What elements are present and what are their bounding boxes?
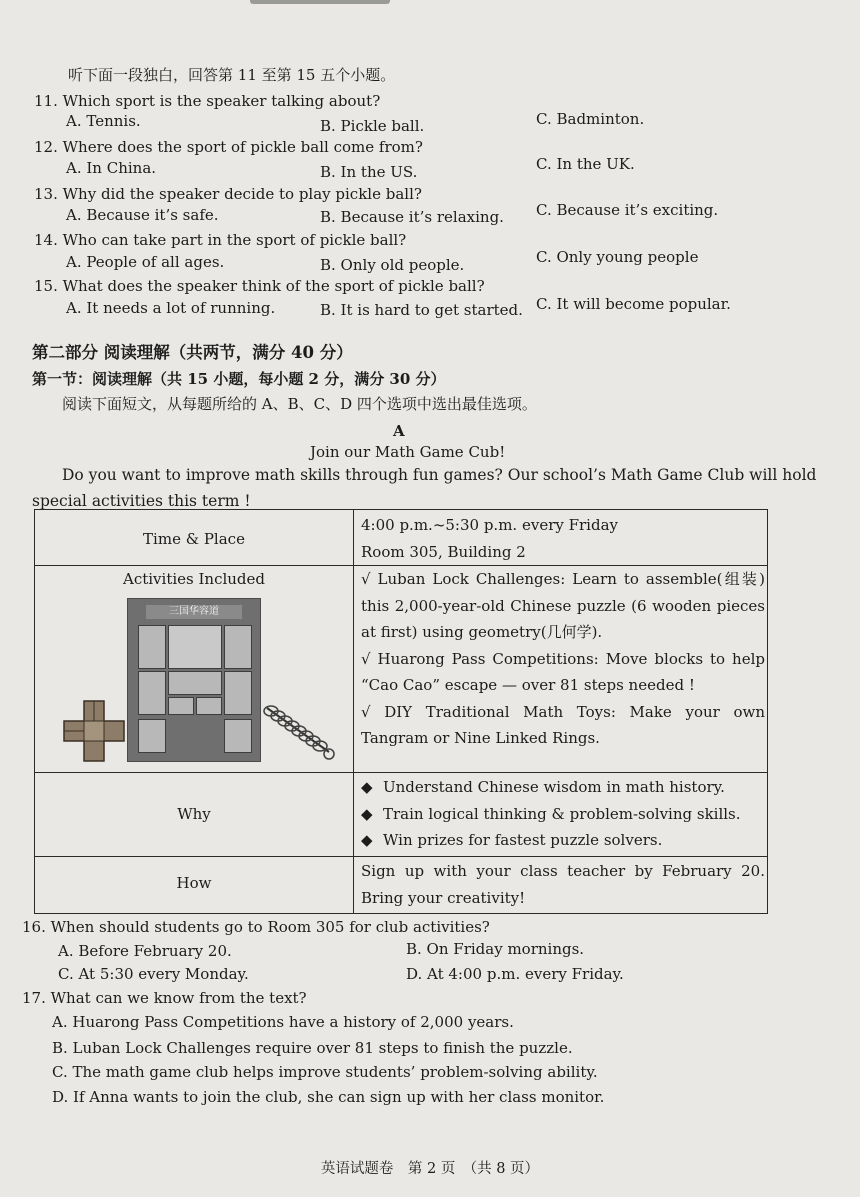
question-17: 17. What can we know from the text? bbox=[22, 989, 307, 1007]
q14-option-c: C. Only young people bbox=[536, 248, 699, 266]
page-footer: 英语试题卷 第 2 页 （共 8 页） bbox=[320, 1161, 540, 1177]
table-divider-row2 bbox=[35, 772, 767, 773]
poster-tile bbox=[224, 719, 252, 753]
time-place-label: Time & Place bbox=[143, 530, 245, 548]
passage-intro-line2: special activities this term ! bbox=[32, 492, 251, 510]
q15-option-b: B. It is hard to get started. bbox=[320, 301, 523, 319]
q14-option-a: A. People of all ages. bbox=[66, 253, 225, 271]
q11-option-c: C. Badminton. bbox=[536, 110, 645, 128]
poster-tile bbox=[196, 697, 222, 715]
how-text: Sign up with your class teacher by February 20. Bring your creativity! bbox=[361, 862, 765, 907]
part2-title: 第二部分 阅读理解（共两节，满分 40 分） bbox=[32, 343, 353, 362]
question-16: 16. When should students go to Room 305 for club activities? bbox=[22, 918, 490, 936]
q17-option-c: C. The math game club helps improve students’ problem-solving ability. bbox=[52, 1063, 598, 1081]
why-item: ◆ Win prizes for fastest puzzle solvers. bbox=[361, 827, 765, 854]
poster-tile bbox=[224, 671, 252, 715]
q17-option-d: D. If Anna wants to join the club, she can sign up with her class monitor. bbox=[52, 1088, 605, 1106]
diamond-bullet-icon: ◆ bbox=[361, 831, 373, 849]
q16-option-a: A. Before February 20. bbox=[58, 942, 232, 960]
poster-tile bbox=[138, 671, 166, 715]
q12-option-c: C. In the UK. bbox=[536, 155, 635, 173]
why-item: ◆ Understand Chinese wisdom in math history. bbox=[361, 774, 765, 801]
q13-option-b: B. Because it’s relaxing. bbox=[320, 208, 504, 226]
activities-list bbox=[361, 566, 765, 752]
poster-tile bbox=[168, 697, 194, 715]
question-11: 11. Which sport is the speaker talking about? bbox=[34, 92, 381, 110]
activities-label: Activities Included bbox=[122, 570, 266, 588]
passage-title: Join our Math Game Cub! bbox=[310, 443, 506, 461]
poster-tile bbox=[138, 625, 166, 669]
q13-option-c: C. Because it’s exciting. bbox=[536, 201, 719, 219]
reading-instruction: 阅读下面短文，从每题所给的 A、B、C、D 四个选项中选出最佳选项。 bbox=[62, 395, 537, 413]
why-label: Why bbox=[177, 805, 211, 823]
q15-option-a: A. It needs a lot of running. bbox=[66, 299, 276, 317]
q12-option-a: A. In China. bbox=[66, 159, 157, 177]
q12-option-b: B. In the US. bbox=[320, 163, 418, 181]
question-12: 12. Where does the sport of pickle ball come from? bbox=[34, 138, 423, 156]
passage-label: A bbox=[393, 422, 405, 440]
how-label: How bbox=[176, 874, 212, 892]
scan-edge bbox=[250, 0, 390, 4]
activity-huarong-pass: √ Huarong Pass Competitions: Move blocks to help “Cao Cao” escape — over 81 steps needed ! bbox=[361, 649, 765, 694]
poster-title: 三国华容道 bbox=[146, 605, 242, 619]
question-14: 14. Who can take part in the sport of pickle ball? bbox=[34, 231, 407, 249]
diamond-bullet-icon: ◆ bbox=[361, 778, 373, 796]
question-13: 13. Why did the speaker decide to play pickle ball? bbox=[34, 185, 422, 203]
q16-option-d: D. At 4:00 p.m. every Friday. bbox=[406, 965, 624, 983]
question-15: 15. What does the speaker think of the sport of pickle ball? bbox=[34, 277, 485, 295]
poster-tile bbox=[138, 719, 166, 753]
activity-luban-lock: √ Luban Lock Challenges: Learn to assemble(组装) this 2,000-year-old Chinese puzzle (6 wooden pieces at first) using geometry(几何学). bbox=[361, 570, 765, 641]
q16-option-b: B. On Friday mornings. bbox=[406, 940, 585, 958]
time-place-value bbox=[361, 512, 765, 565]
q16-option-c: C. At 5:30 every Monday. bbox=[58, 965, 249, 983]
poster-tile bbox=[168, 671, 222, 695]
diamond-bullet-icon: ◆ bbox=[361, 804, 373, 823]
place-value: Room 305, Building 2 bbox=[361, 542, 526, 561]
time-value: 4:00 p.m.~5:30 p.m. every Friday bbox=[361, 516, 618, 534]
q15-option-c: C. It will become popular. bbox=[536, 295, 731, 313]
q14-option-b: B. Only old people. bbox=[320, 256, 465, 274]
why-item: ◆ Train logical thinking & problem-solving skills. bbox=[361, 801, 765, 828]
poster-tile bbox=[224, 625, 252, 669]
huarong-pass-poster bbox=[127, 598, 261, 762]
q17-option-a: A. Huarong Pass Competitions have a history of 2,000 years. bbox=[52, 1013, 514, 1031]
why-list bbox=[361, 774, 765, 854]
nine-linked-rings-icon bbox=[261, 694, 339, 766]
q13-option-a: A. Because it’s safe. bbox=[66, 206, 219, 224]
passage-intro-line1: Do you want to improve math skills through fun games? Our school’s Math Game Club will hold bbox=[62, 466, 817, 484]
q11-option-a: A. Tennis. bbox=[66, 112, 141, 130]
q17-option-b: B. Luban Lock Challenges require over 81 steps to finish the puzzle. bbox=[52, 1039, 573, 1057]
club-info-table bbox=[34, 509, 768, 914]
listening-intro: 听下面一段独白，回答第 11 至第 15 五个小题。 bbox=[68, 66, 396, 84]
q11-option-b: B. Pickle ball. bbox=[320, 117, 425, 135]
table-divider-row3 bbox=[35, 856, 767, 857]
luban-lock-icon bbox=[59, 696, 129, 766]
poster-tile-caocao bbox=[168, 625, 222, 669]
section1-title: 第一节：阅读理解（共 15 小题，每小题 2 分，满分 30 分） bbox=[32, 370, 446, 388]
table-divider-vertical bbox=[353, 510, 354, 913]
activity-diy-toys: √ DIY Traditional Math Toys: Make your own Tangram or Nine Linked Rings. bbox=[361, 702, 765, 747]
